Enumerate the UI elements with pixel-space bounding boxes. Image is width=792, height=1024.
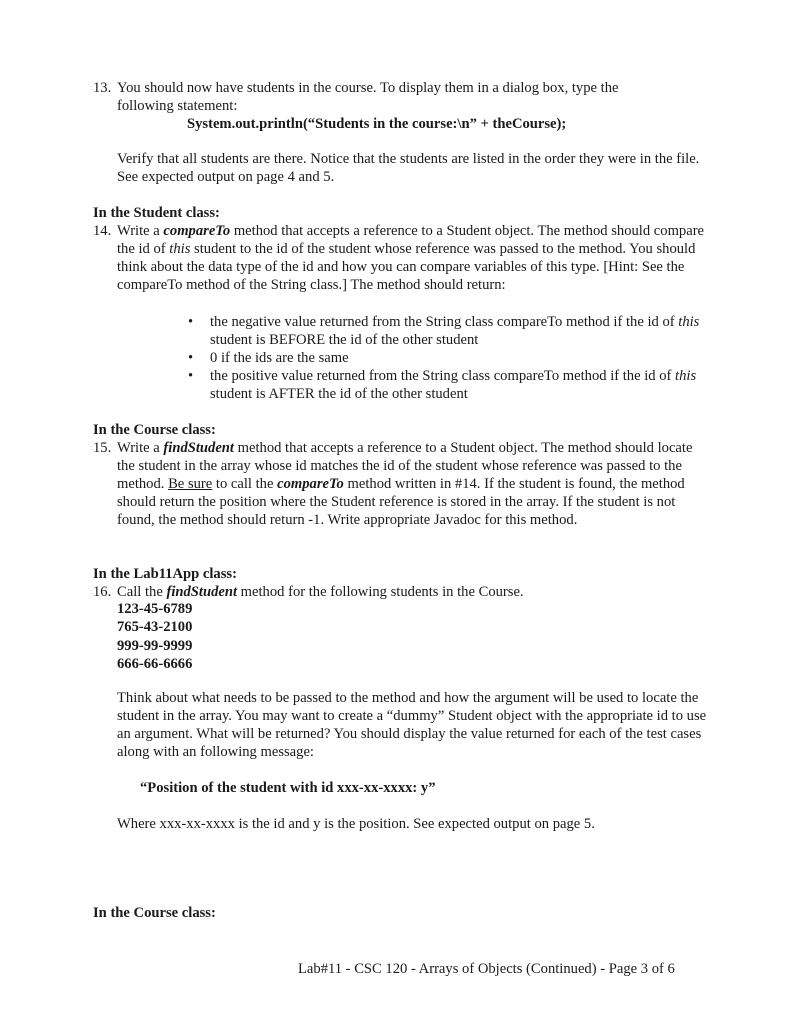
position-message: “Position of the student with id xxx-xx-xxxx: y”: [140, 780, 436, 796]
step-16-where: Where xxx-xx-xxxx is the id and y is the position. See expected output on page 5.: [117, 816, 595, 832]
list-item: • 0 if the ids are the same: [188, 350, 349, 366]
be-sure-emphasis: Be sure: [168, 476, 213, 492]
step-13-verify: Verify that all students are there. Notice that the students are listed in the order they were in the file. See expected output on page 4 and 5.: [117, 151, 700, 185]
step-15-number: 15.: [93, 440, 112, 456]
course-class-heading-2: In the Course class:: [93, 905, 216, 921]
list-item: • the positive value returned from the String class compareTo method if the id of this student is AFTER the id of the other student: [188, 368, 697, 402]
step-15-text: Write a findStudent method that accepts a reference to a Student object. The method should locate the student in the array whose id matches the id of the student whose reference was passed to the method. Be sure to call the compareTo method written in #14. If the student is found, the method should return the position where the Student reference is stored in the array. If the student is not found, the method should return -1. Write appropriate Javadoc for this method.: [117, 440, 693, 528]
step-13-line1: You should now have students in the course. To display them in a dialog box, type the: [117, 80, 619, 96]
step-16-number: 16.: [93, 584, 112, 600]
list-item: • the negative value returned from the String class compareTo method if the id of this student is BEFORE the id of the other student: [188, 314, 700, 348]
student-id: 123-45-6789: [117, 601, 193, 617]
student-id: 666-66-6666: [117, 655, 193, 672]
code-statement: System.out.println(“Students in the course:\n” + theCourse);: [187, 116, 567, 132]
page-footer: Lab#11 - CSC 120 - Arrays of Objects (Continued) - Page 3 of 6: [298, 961, 675, 977]
student-id-list: [117, 600, 192, 673]
findstudent-method-name: findStudent: [163, 440, 234, 456]
lab11app-class-heading: In the Lab11App class:: [93, 566, 237, 582]
step-13-number: 13.: [93, 80, 112, 96]
student-id: 999-99-9999: [117, 637, 193, 654]
step-16-think: Think about what needs to be passed to the method and how the argument will be used to locate the student in the array. You may want to create a “dummy” Student object with the appropriate id to use an argument. What will be returned? You should display the value returned for each of the test cases along with an following message:: [117, 690, 707, 760]
step-16-text: Call the findStudent method for the following students in the Course.: [117, 584, 524, 600]
step-14-text: Write a compareTo method that accepts a reference to a Student object. The method should compare the id of this student to the id of the student whose reference was passed to the method. You should think about the data type of the id and how you can compare variables of this type. [Hint: See the compareTo method of the String class.] The method should return:: [117, 223, 705, 293]
student-id: 765-43-2100: [117, 619, 193, 636]
step-14-number: 14.: [93, 223, 112, 239]
course-class-heading: In the Course class:: [93, 422, 216, 438]
student-class-heading: In the Student class:: [93, 205, 220, 221]
compareto-method-name: compareTo: [163, 223, 231, 239]
return-values-list: [188, 313, 708, 403]
step-13-line2: following statement:: [117, 98, 238, 114]
